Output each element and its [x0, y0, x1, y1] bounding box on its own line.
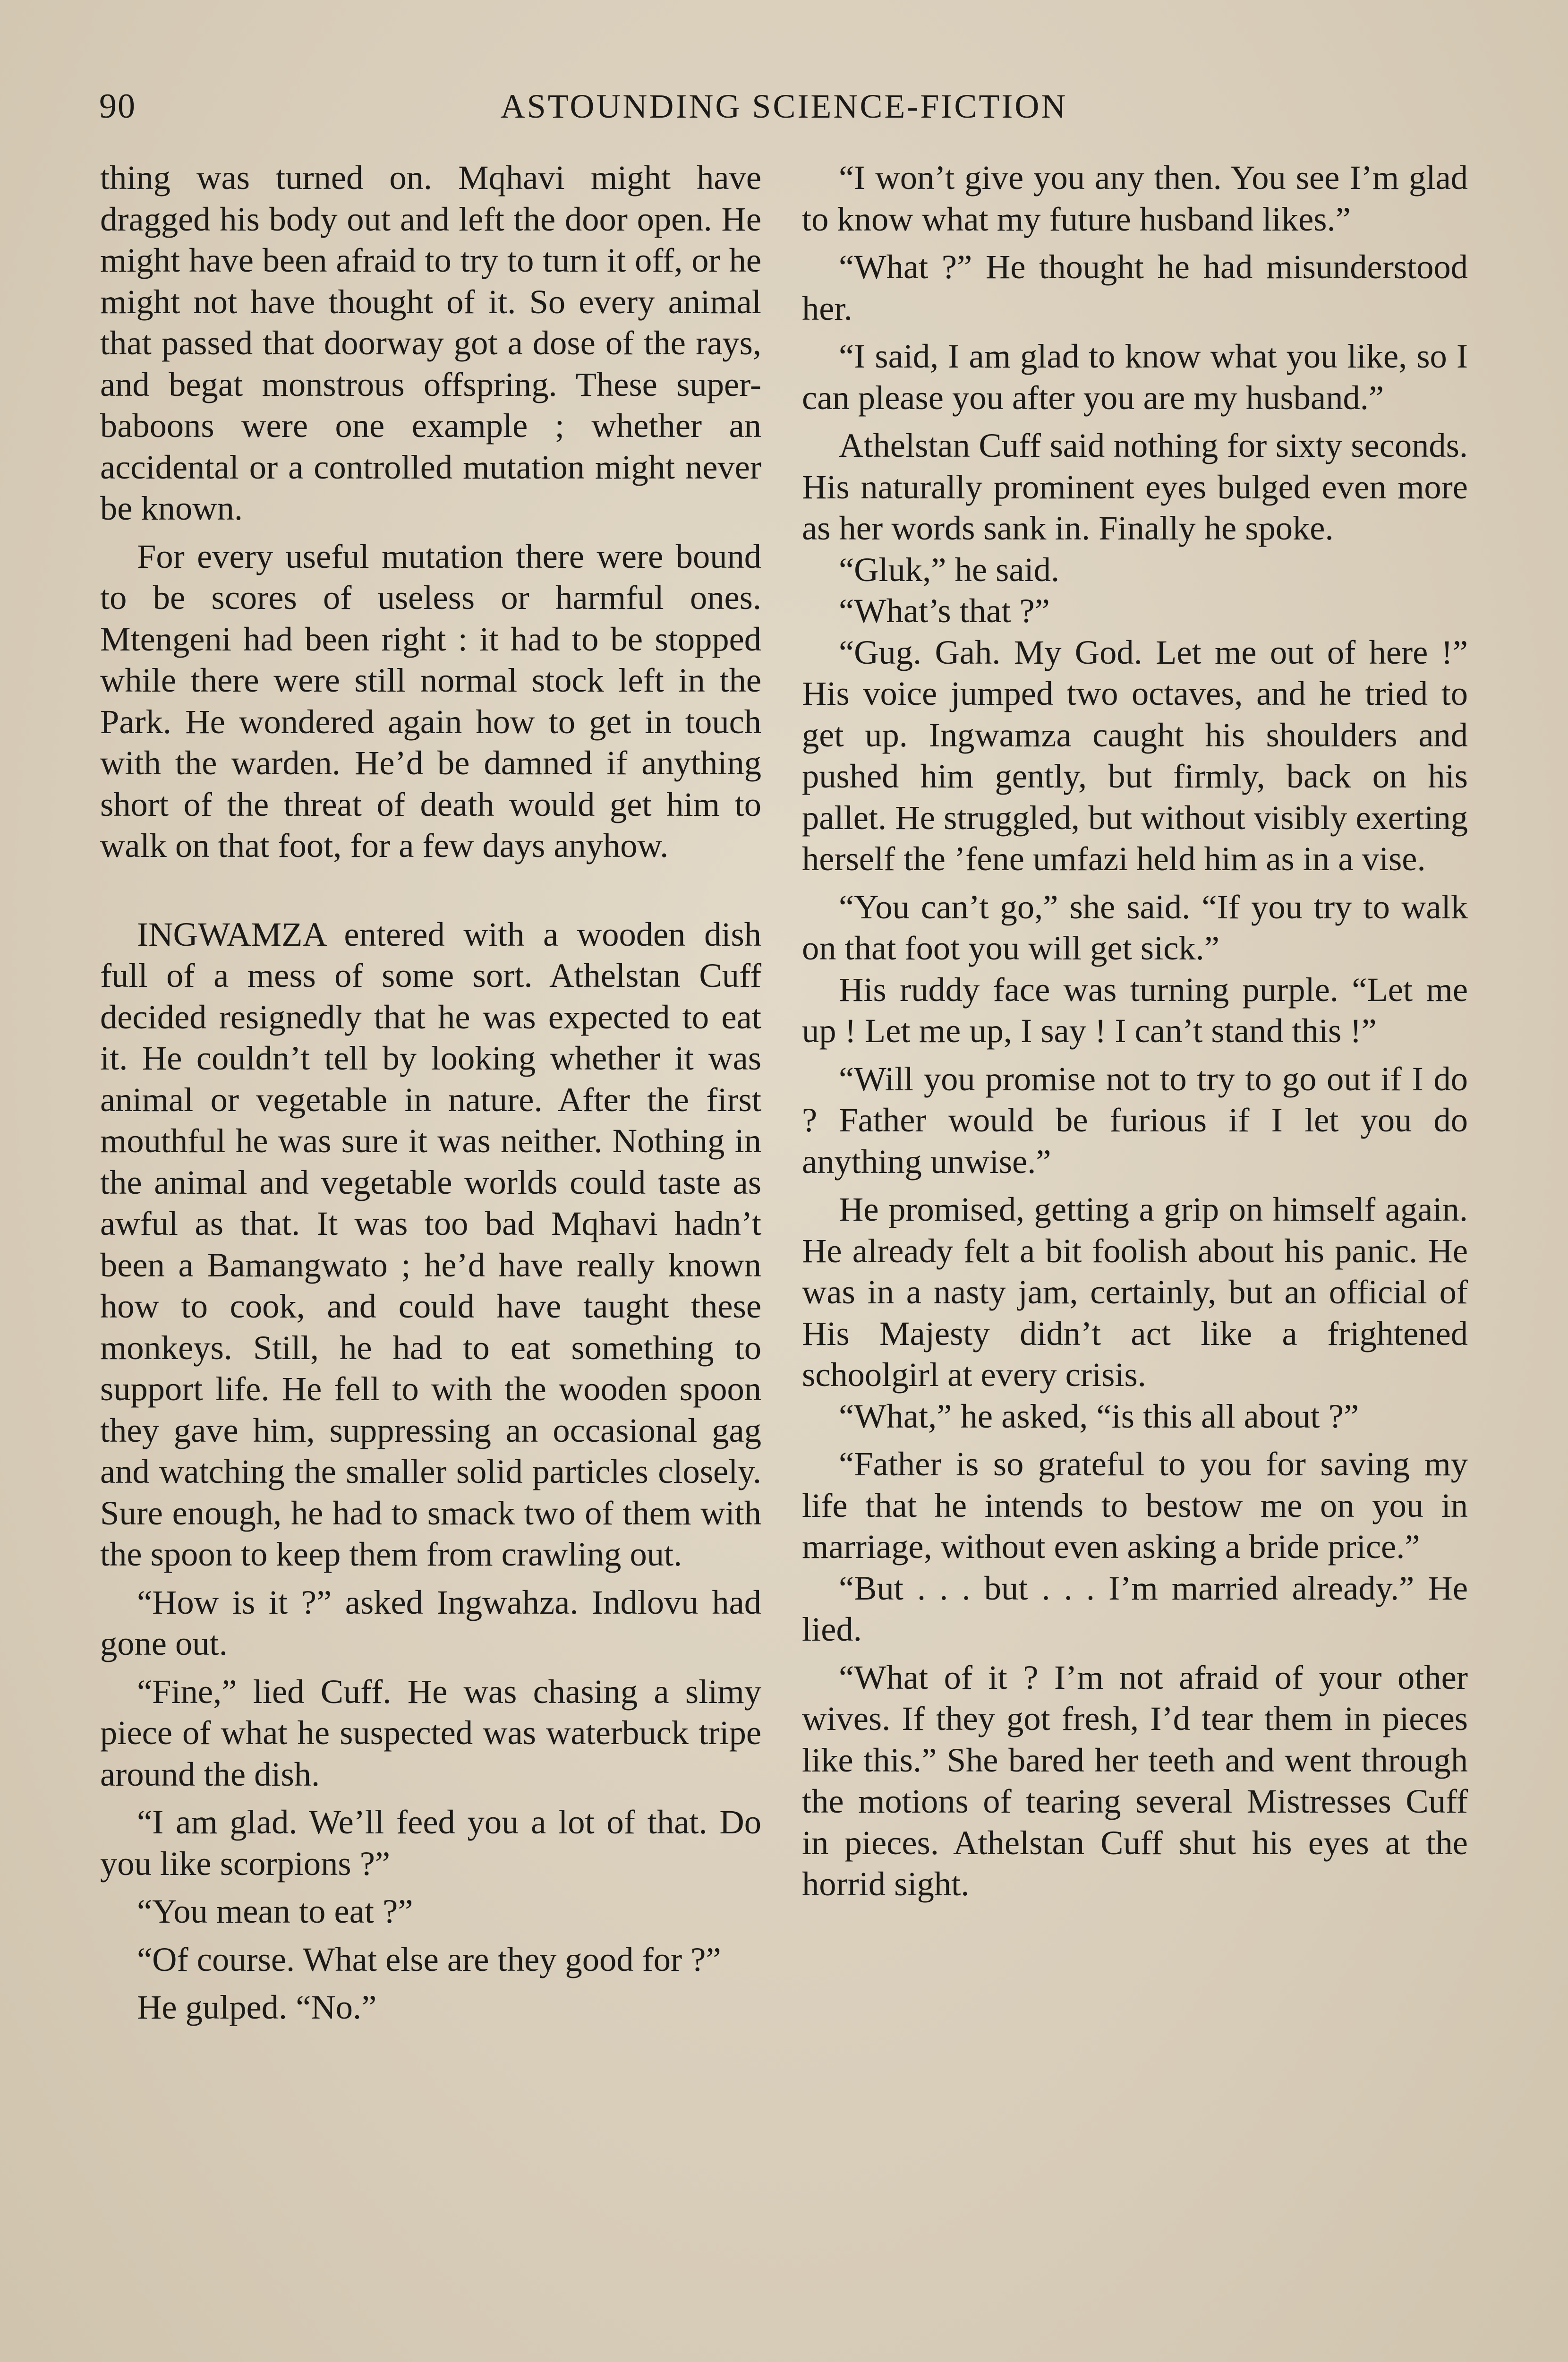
paragraph: “I am glad. We’ll feed you a lot of that. Do you like scorpions ?”	[100, 1803, 761, 1883]
paragraph: “What,” he asked, “is this all about ?”	[839, 1396, 1359, 1435]
page-number: 90	[99, 87, 136, 126]
right-column	[802, 157, 1468, 1911]
section-start-paragraph: INGWAMZA entered with a wooden dish full of a mess of some sort. Athelstan Cuff decided resignedly that he was expected to eat it. He couldn’t tell by looking whether it was animal or vegetable in nature. After the first mouthful he was sure it was neither. Nothing in the animal and vegetable worlds could taste as awful as that. It was too bad Mqhavi hadn’t been a Bamangwato ; he’d have really known how to cook, and could have taught these monkeys. Still, he had to eat something to support life. He fell to with the wooden spoon they gave him, suppressing an occasional gag and watching the smaller solid particles closely. Sure enough, he had to smack two of them with the spoon to keep them from crawling out.	[100, 915, 761, 1573]
paragraph: “Of course. What else are they good for ?”	[137, 1940, 721, 1978]
paragraph: “You mean to eat ?”	[137, 1892, 413, 1930]
paragraph: “Fine,” lied Cuff. He was chasing a slimy piece of what he suspected was waterbuck tripe around the dish.	[100, 1672, 761, 1793]
paragraph: “Gluk,” he said.	[839, 550, 1060, 589]
paragraph: “Will you promise not to try to go out if I do ? Father would be furious if I let you do anything unwise.”	[802, 1059, 1468, 1181]
paragraph: “What’s that ?”	[839, 591, 1050, 630]
paragraph: For every useful mutation there were bound to be scores of useless or harmful ones. Mtengeni had been right : it had to be stopped while there were still normal stock left in the Park. He wondered again how to get in touch with the warden. He’d be damned if anything short of the threat of death would get him to walk on that foot, for a few days anyhow.	[100, 537, 761, 864]
paragraph: “I said, I am glad to know what you like, so I can please you after you are my husband.”	[802, 337, 1468, 417]
paragraph: “What ?” He thought he had misunderstood her.	[802, 248, 1468, 327]
paragraph: “Gug. Gah. My God. Let me out of here !” His voice jumped two octaves, and he tried to get up. Ingwamza caught his shoulders and pushed him gently, but firmly, back on his pallet. He struggled, but without visibly exerting herself the ’fene umfazi held him as in a vise.	[802, 633, 1468, 878]
page-header	[0, 80, 1568, 132]
paragraph: “But . . . but . . . I’m married already.” He lied.	[802, 1568, 1468, 1648]
paragraph: thing was turned on. Mqhavi might have dragged his body out and left the door open. He might have been afraid to try to turn it off, or he might not have thought of it. So every animal that passed that doorway got a dose of the rays, and begat monstrous offspring. These super-baboons were one example ; whether an accidental or a controlled mutation might never be known.	[100, 158, 761, 527]
paragraph: He gulped. “No.”	[137, 1988, 377, 2026]
paragraph: “I won’t give you any then. You see I’m glad to know what my future husband likes.”	[802, 158, 1468, 238]
left-column	[100, 157, 761, 2035]
paragraph: “Father is so grateful to you for saving my life that he intends to bestow me on you in marriage, without even asking a bride price.”	[802, 1445, 1468, 1566]
running-head: ASTOUNDING SCIENCE-FICTION	[500, 87, 1068, 125]
paragraph: “What of it ? I’m not afraid of your other wives. If they got fresh, I’d tear them in pieces like this.” She bared her teeth and went through the motions of tearing several Mistresses Cuff in pieces. Athelstan Cuff shut his eyes at the horrid sight.	[802, 1658, 1468, 1903]
paragraph: “How is it ?” asked Ingwahza. Indlovu had gone out.	[100, 1583, 761, 1662]
paragraph: Athelstan Cuff said nothing for sixty seconds. His naturally prominent eyes bulged even more as her words sank in. Finally he spoke.	[802, 426, 1468, 547]
paragraph: His ruddy face was turning purple. “Let me up ! Let me up, I say ! I can’t stand this !”	[802, 970, 1468, 1050]
paragraph: He promised, getting a grip on himself again. He already felt a bit foolish about his panic. He was in a nasty jam, certainly, but an official of His Majesty didn’t act like a frightened schoolgirl at every crisis.	[802, 1190, 1468, 1394]
paragraph: “You can’t go,” she said. “If you try to walk on that foot you will get sick.”	[802, 887, 1468, 967]
